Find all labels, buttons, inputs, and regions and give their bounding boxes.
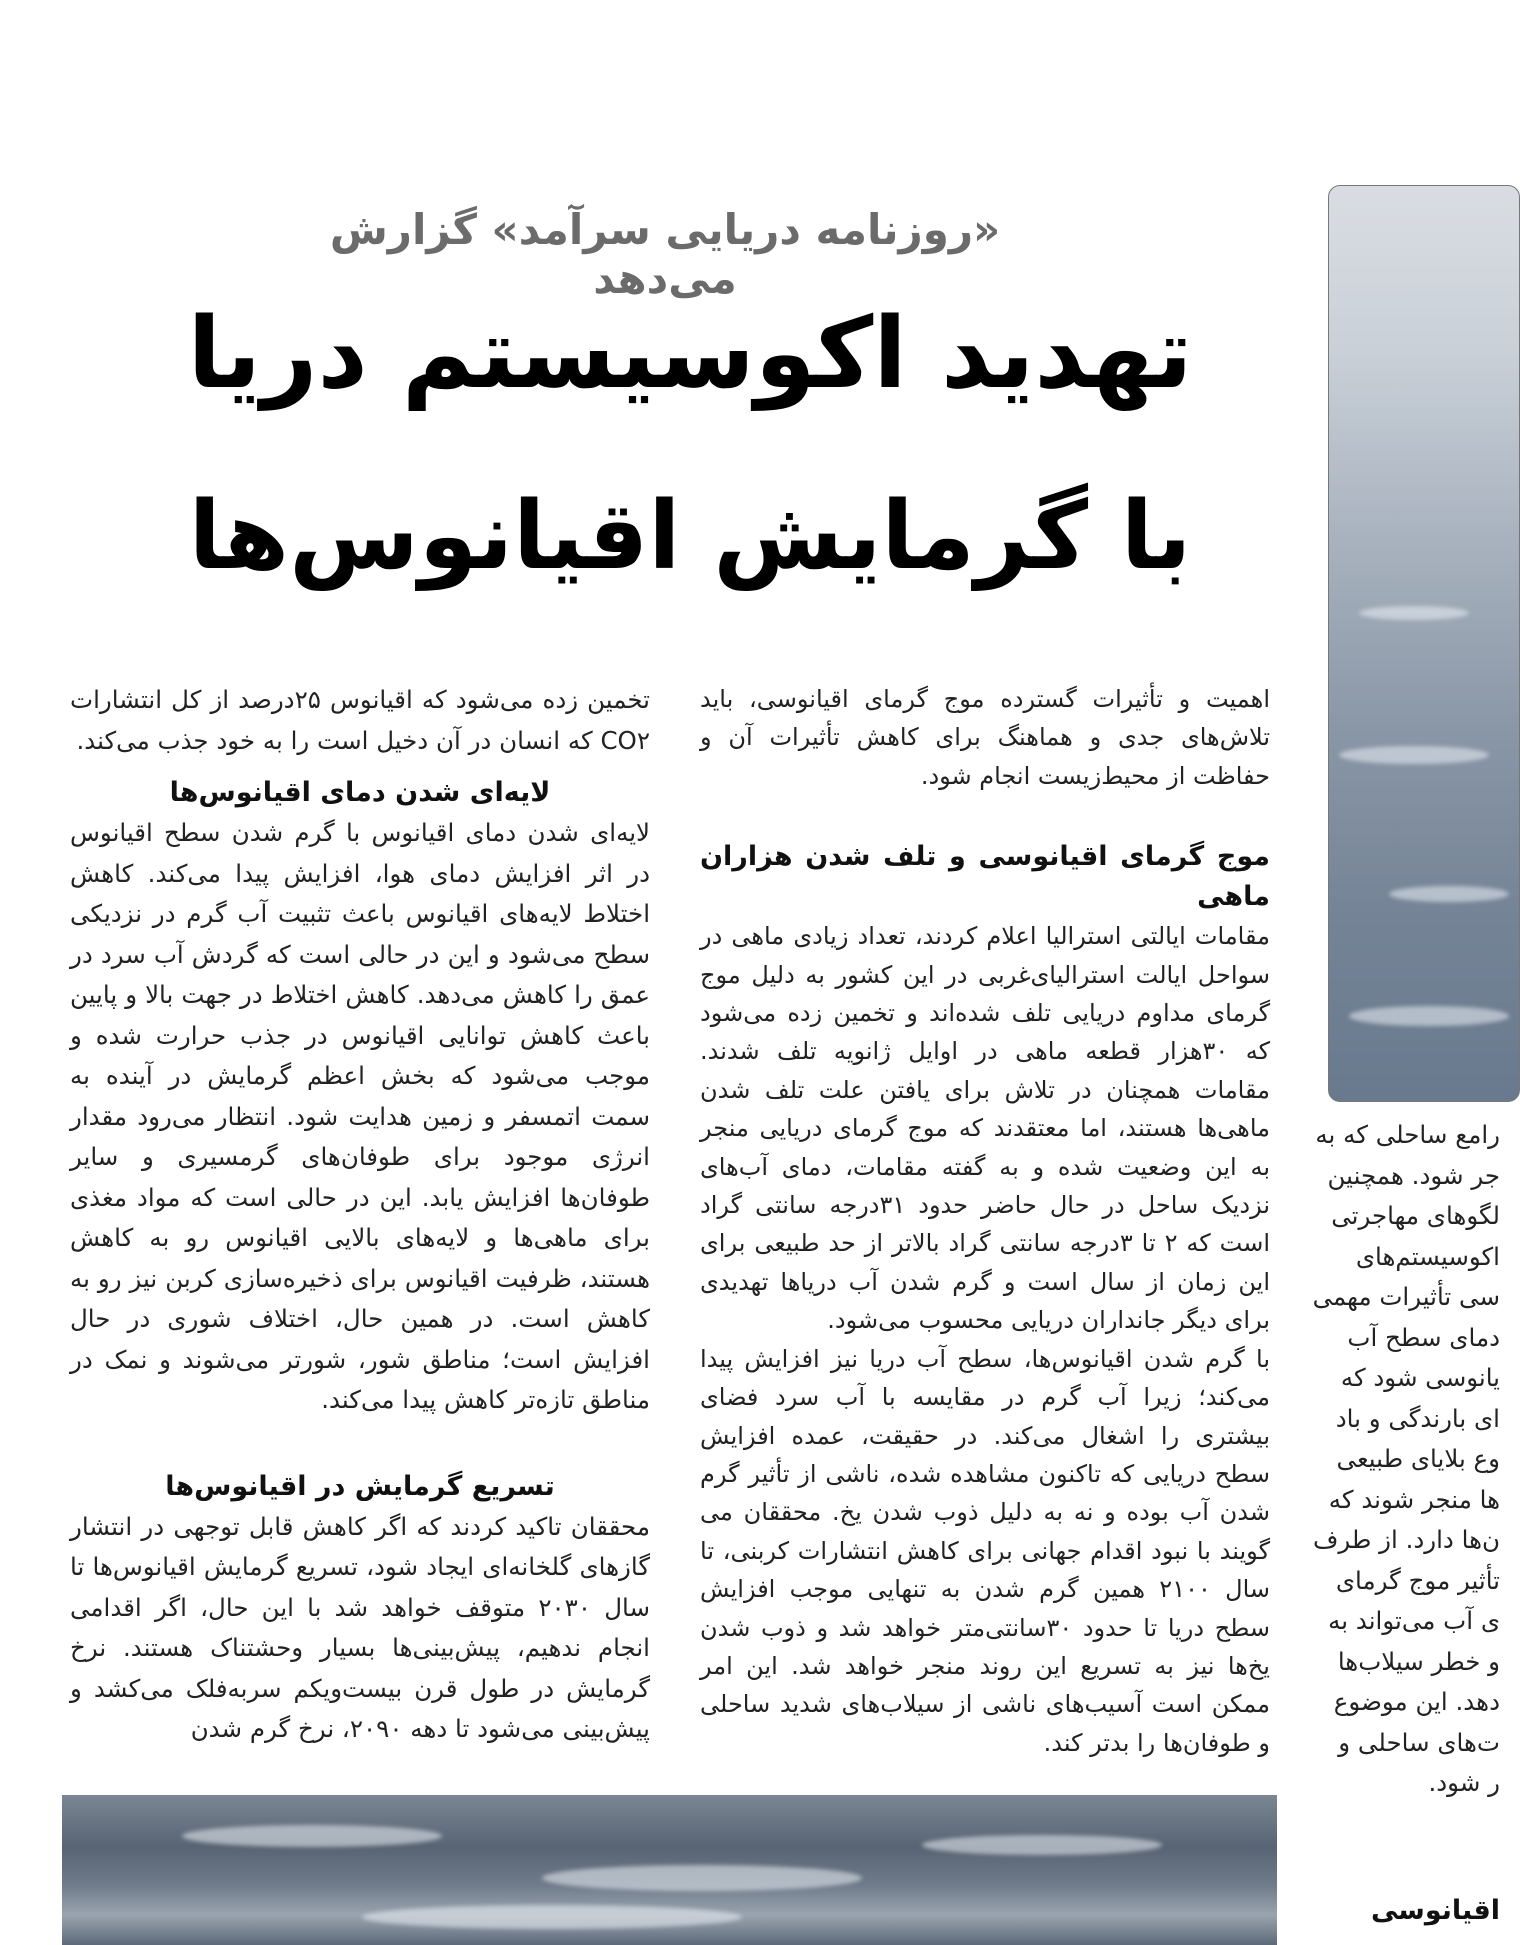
fragment-line: جر شود. همچنین — [1327, 1160, 1500, 1190]
middle-paragraph-1: مقامات ایالتی استرالیا اعلام کردند، تعداد زیادی ماهی در سواحل ایالت استرالیای‌غربی در این کشور به دلیل موج گرمای مداوم دریایی تلف شده‌اند و تخمین زده می‌شود که ۳۰هزار قطعه ماهی در اوایل ژانویه تلف شدند. مقامات همچنان در تلاش برای یافتن علت تلف شدن ماهی‌ها هستند، اما معتقدند که موج گرمای دریایی منجر به این وضعیت شده و به گفته مقامات، دمای آب‌های نزدیک ساحل در حال حاضر حدود ۳۱درجه سانتی گراد است که ۲ تا ۳درجه سانتی گراد بالاتر از حد طبیعی برای این زمان از سال است و گرم شدن آب دریاها تهدیدی برای دیگر جانداران دریایی محسوب می‌شود. — [700, 922, 1271, 1335]
fragment-line: ن‌ها دارد. از طرف — [1312, 1525, 1500, 1554]
fragment-line: یانوسی شود که — [1340, 1363, 1500, 1392]
fragment-line: و خطر سیلاب‌ها — [1337, 1646, 1500, 1676]
column-middle — [700, 680, 1270, 1762]
fragment-line: تأثیر موج گرمای — [1335, 1565, 1500, 1595]
left-paragraph-2: محققان تاکید کردند که اگر کاهش قابل توجهی در انتشار گازهای گلخانه‌ای ایجاد شود، تسریع گرمایش اقیانوس‌ها تا سال ۲۰۳۰ متوقف خواهد شد با این حال، اگر اقدامی انجام ندهیم، پیش‌بینی‌ها بسیار وحشتناک هستند. نرخ گرمایش در طول قرن بیست‌ویکم سربه‌فلک می‌کشد و پیش‌بینی می‌شود تا دهه ۲۰۹۰، نرخ گرم شدن — [70, 1511, 650, 1743]
fragment-line: رامع ساحلی که به — [1315, 1120, 1500, 1149]
right-column-fragment — [1312, 1115, 1500, 1804]
column-left — [70, 680, 650, 1750]
fragment-line: لگوهای مهاجرتی — [1331, 1201, 1500, 1230]
sea-photo-bottom — [62, 1795, 1277, 1945]
fragment-line: دمای سطح آب — [1347, 1322, 1500, 1352]
middle-section-heading: موج گرمای اقیانوسی و تلف شدن هزاران ماهی — [700, 841, 1270, 913]
fragment-line: ر شود. — [1428, 1768, 1500, 1797]
middle-intro-paragraph: اهمیت و تأثیرات گسترده موج گرمای اقیانوسی، باید تلاش‌های جدی و هماهنگ برای کاهش تأثیرات آن و حفاظت از محیط‌زیست انجام شود. — [700, 685, 1270, 790]
fragment-line: اکوسیستم‌های — [1355, 1241, 1500, 1271]
kicker: «روزنامه دریایی سرآمد» گزارش می‌دهد — [329, 205, 1001, 303]
headline-line-1: تهدید اکوسیستم دریا — [187, 297, 1193, 411]
fragment-line: سی تأثیرات مهمی — [1312, 1282, 1500, 1311]
left-paragraph-1: لایه‌ای شدن دمای اقیانوس با گرم شدن سطح اقیانوس در اثر افزایش دمای هوا، افزایش پیدا می‌کند. کاهش اختلاط لایه‌های اقیانوس باعث تثبیت آب گرم در نزدیکی سطح می‌شود و این در حالی است که گردش آب سرد در عمق را کاهش می‌دهد. کاهش اختلاط در جهت بالا و پایین باعث کاهش توانایی اقیانوس در جذب حرارت شده و موجب می‌شود که بخش اعظم گرمایش در آینده به سمت اتمسفر و زمین هدایت شود. انتظار می‌رود مقدار انرژی موجود برای طوفان‌های گرمسیری و سایر طوفان‌ها افزایش یابد. این در حالی است که مواد مغذی برای ماهی‌ها و لایه‌های بالایی اقیانوس رو به کاهش هستند، ظرفیت اقیانوس برای ذخیره‌سازی کربن نیز رو به کاهش است. در همین حال، اختلاف شوری در حال افزایش است؛ مناطق شور، شورتر می‌شوند و نمک در مناطق تازه‌تر کاهش پیدا می‌کند. — [70, 818, 650, 1414]
headline-line-2: با گرمایش اقیانوس‌ها — [188, 482, 1192, 591]
middle-paragraph-2: با گرم شدن اقیانوس‌ها، سطح آب دریا نیز افزایش پیدا می‌کند؛ زیرا آب گرم در مقایسه با آب سرد فضای بیشتری را اشغال می‌کند. در حقیقت، عمده افزایش سطح دریایی که تاکنون مشاهده شده، ناشی از تأثیر گرم شدن آب بوده و نه به دلیل ذوب شدن یخ. محققان می گویند با نبود اقدام جهانی برای کاهش انتشارات کربنی، تا سال ۲۱۰۰ همین گرم شدن به تنهایی موجب افزایش سطح دریا تا حدود ۳۰سانتی‌متر خواهد شد و ذوب شدن یخ‌ها نیز به تسریع این روند منجر خواهد شد. این امر ممکن است آسیب‌های ناشی از سیلاب‌های شدید ساحلی و طوفان‌ها را بدتر کند. — [700, 1344, 1270, 1757]
fragment-line: ها منجر شوند که — [1328, 1484, 1500, 1514]
left-section-heading-acceleration: تسریع گرمایش در اقیانوس‌ها — [165, 1470, 555, 1502]
fragment-line: ی آب می‌تواند به — [1328, 1606, 1500, 1635]
fragment-line: ای بارندگی و باد — [1335, 1403, 1500, 1433]
fragment-line: وع بلایای طبیعی — [1336, 1444, 1500, 1473]
fragment-line: ت‌های ساحلی و — [1338, 1727, 1500, 1757]
left-section-heading-stratification: لایه‌ای شدن دمای اقیانوس‌ها — [169, 777, 551, 808]
right-fragment-heading: اقیانوسی — [1370, 1895, 1500, 1926]
sea-photo-top-right — [1328, 185, 1520, 1102]
left-intro-paragraph: تخمین زده می‌شود که اقیانوس ۲۵درصد از کل انتشارات CO۲ که انسان در آن دخیل است را به خود جذب می‌کند. — [70, 685, 651, 755]
fragment-line: دهد. این موضوع — [1333, 1687, 1500, 1716]
